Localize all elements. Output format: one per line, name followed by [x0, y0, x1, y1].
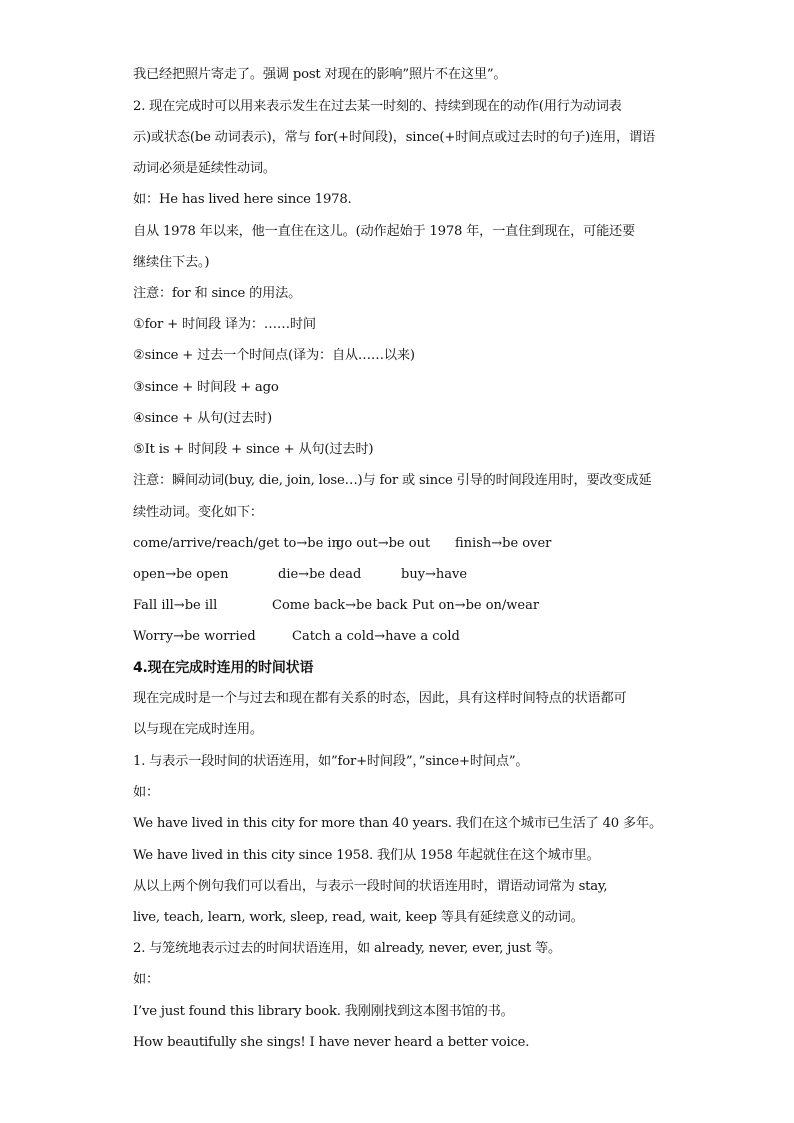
text-line: live, teach, learn, work, sleep, read, wait, keep 等具有延续意义的动词。	[133, 910, 584, 925]
list-item: ⑤It is + 时间段 + since + 从句(过去时)	[133, 442, 374, 457]
text-line: 现在完成时是一个与过去和现在都有关系的时态，因此，具有这样时间特点的状语都可	[133, 691, 627, 706]
conversion-item: Catch a cold→have a cold	[292, 629, 460, 644]
section-heading: 4.现在完成时连用的时间状语	[133, 660, 314, 676]
example-line: 如：He has lived here since 1978.	[133, 192, 352, 207]
conversion-item: buy→have	[401, 567, 468, 582]
text-line: 2. 与笼统地表示过去的时间状语连用，如 already, never, ever, just 等。	[133, 941, 562, 956]
text-line: 我已经把照片寄走了。强调 post 对现在的影响”照片不在这里”。	[133, 67, 507, 82]
example-line: We have lived in this city since 1958. 我们从 1958 年起就住在这个城市里。	[133, 848, 600, 863]
conversion-item: Worry→be worried	[133, 629, 256, 644]
text-line: 如：	[133, 785, 159, 800]
text-line: 从以上两个例句我们可以看出，与表示一段时间的状语连用时，谓语动词常为 stay,	[133, 879, 608, 894]
conversion-item: Come back→be back	[272, 598, 408, 613]
list-item: ③since + 时间段 + ago	[133, 380, 279, 395]
text-line: 以与现在完成时连用。	[133, 722, 263, 737]
example-line: We have lived in this city for more than 40 years. 我们在这个城市已生活了 40 多年。	[133, 816, 662, 831]
text-line: 自从 1978 年以来，他一直住在这儿。(动作起始于 1978 年，一直住到现在，可能还要	[133, 224, 636, 239]
text-line: 续性动词。变化如下：	[133, 505, 263, 520]
text-line: 1. 与表示一段时间的状语连用，如”for+时间段”，”since+时间点”。	[133, 754, 529, 769]
conversion-item: open→be open	[133, 567, 229, 582]
note-line: 注意：for 和 since 的用法。	[133, 286, 302, 301]
list-item: ④since + 从句(过去时)	[133, 411, 272, 426]
conversion-item: come/arrive/reach/get to→be in	[133, 536, 340, 551]
note-line: 注意：瞬间动词(buy, die, join, lose…)与 for 或 since 引导的时间段连用时，要改变成延	[133, 473, 652, 488]
text-line: 如：	[133, 972, 159, 987]
example-line: I’ve just found this library book. 我刚刚找到这本图书馆的书。	[133, 1004, 514, 1019]
list-item: ①for + 时间段 译为：……时间	[133, 317, 316, 332]
text-line: 动词必须是延续性动词。	[133, 161, 276, 176]
example-line: How beautifully she sings! I have never heard a better voice.	[133, 1035, 530, 1050]
text-line: 示)或状态(be 动词表示)，常与 for(+时间段)，since(+时间点或过去时的句子)连用，谓语	[133, 130, 655, 145]
conversion-item: finish→be over	[455, 536, 552, 551]
conversion-item: Fall ill→be ill	[133, 598, 218, 613]
conversion-item: die→be dead	[278, 567, 362, 582]
text-line: 2. 现在完成时可以用来表示发生在过去某一时刻的、持续到现在的动作(用行为动词表	[133, 99, 622, 114]
text-line: 继续住下去。)	[133, 255, 210, 270]
conversion-item: Put on→be on/wear	[412, 598, 540, 613]
list-item: ②since + 过去一个时间点(译为：自从……以来)	[133, 348, 415, 363]
conversion-item: go out→be out	[336, 536, 431, 551]
